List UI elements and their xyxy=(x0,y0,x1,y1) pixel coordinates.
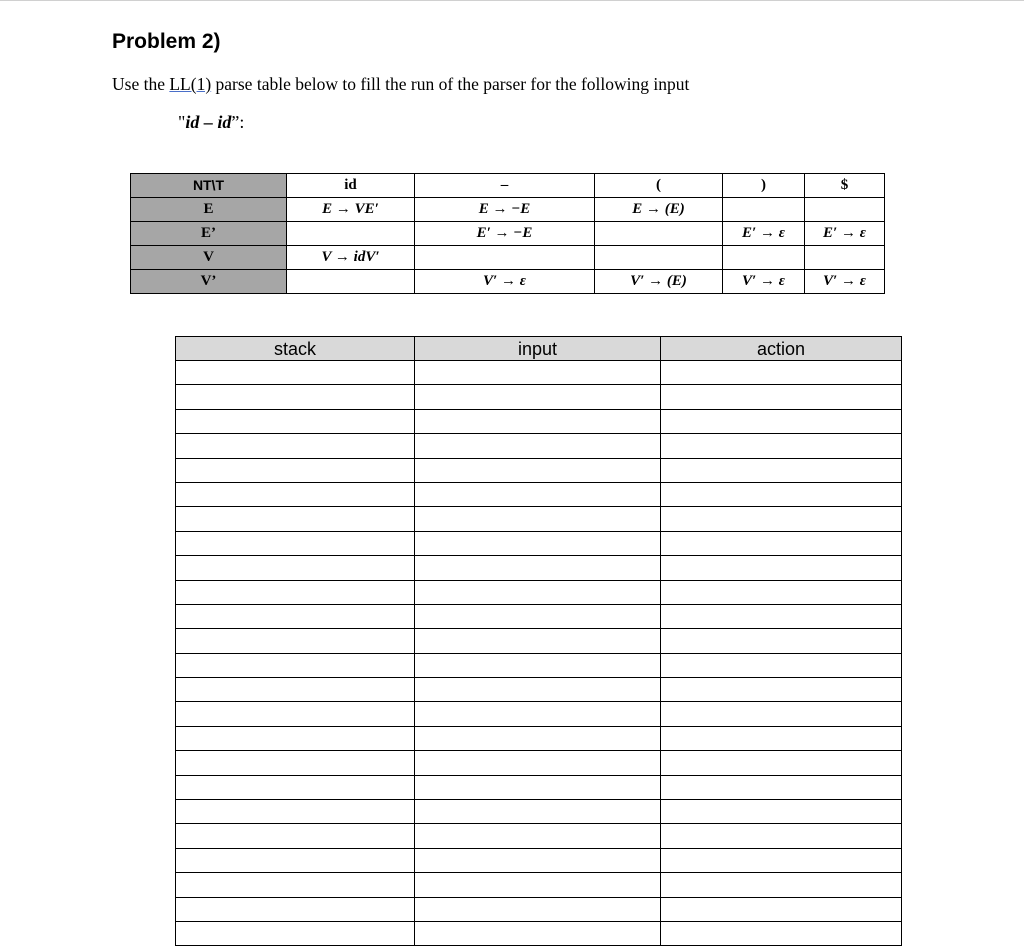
input-cell[interactable] xyxy=(415,702,661,726)
run-table-row xyxy=(176,824,902,848)
corner-cell: NT\T xyxy=(131,174,287,198)
stack-cell[interactable] xyxy=(176,897,415,921)
run-table-row xyxy=(176,800,902,824)
input-cell[interactable] xyxy=(415,482,661,506)
action-column-header: action xyxy=(661,337,902,361)
input-cell[interactable] xyxy=(415,897,661,921)
terminal-header: ) xyxy=(723,174,805,198)
input-cell[interactable] xyxy=(415,361,661,385)
action-cell[interactable] xyxy=(661,726,902,750)
run-table-row xyxy=(176,556,902,580)
action-cell[interactable] xyxy=(661,751,902,775)
run-table-header-row xyxy=(176,337,902,361)
stack-cell[interactable] xyxy=(176,800,415,824)
run-table-row xyxy=(176,897,902,921)
run-table-row xyxy=(176,726,902,750)
problem-heading: Problem 2) xyxy=(112,30,221,53)
input-cell[interactable] xyxy=(415,580,661,604)
action-cell[interactable] xyxy=(661,482,902,506)
action-cell[interactable] xyxy=(661,409,902,433)
stack-cell[interactable] xyxy=(176,678,415,702)
production-cell: E′ → −E xyxy=(415,222,595,246)
nonterminal-cell: V xyxy=(131,246,287,270)
action-cell[interactable] xyxy=(661,556,902,580)
run-table-row xyxy=(176,775,902,799)
parser-run-table xyxy=(175,336,902,946)
nonterminal-cell: E xyxy=(131,198,287,222)
run-table-row xyxy=(176,848,902,872)
stack-cell[interactable] xyxy=(176,824,415,848)
stack-cell[interactable] xyxy=(176,434,415,458)
action-cell[interactable] xyxy=(661,385,902,409)
action-cell[interactable] xyxy=(661,824,902,848)
stack-cell[interactable] xyxy=(176,653,415,677)
run-table-row xyxy=(176,702,902,726)
stack-cell[interactable] xyxy=(176,385,415,409)
production-cell xyxy=(287,270,415,294)
run-table-row xyxy=(176,361,902,385)
nonterminal-cell: E’ xyxy=(131,222,287,246)
input-cell[interactable] xyxy=(415,800,661,824)
action-cell[interactable] xyxy=(661,897,902,921)
input-cell[interactable] xyxy=(415,751,661,775)
action-cell[interactable] xyxy=(661,361,902,385)
run-table-row xyxy=(176,409,902,433)
stack-cell[interactable] xyxy=(176,361,415,385)
stack-cell[interactable] xyxy=(176,507,415,531)
open-quote: " xyxy=(178,112,186,132)
parse-table-header-row xyxy=(131,174,885,198)
run-table-row xyxy=(176,678,902,702)
production-cell: E → −E xyxy=(415,198,595,222)
input-cell[interactable] xyxy=(415,507,661,531)
terminal-header: $ xyxy=(805,174,885,198)
terminal-header: ( xyxy=(595,174,723,198)
run-table-row xyxy=(176,873,902,897)
run-table-row xyxy=(176,458,902,482)
run-table-row xyxy=(176,385,902,409)
stack-cell[interactable] xyxy=(176,751,415,775)
production-cell xyxy=(723,198,805,222)
input-cell[interactable] xyxy=(415,678,661,702)
action-cell[interactable] xyxy=(661,678,902,702)
parse-table-row xyxy=(131,222,885,246)
stack-cell[interactable] xyxy=(176,531,415,555)
input-cell[interactable] xyxy=(415,629,661,653)
production-cell xyxy=(805,198,885,222)
run-table-row xyxy=(176,921,902,945)
stack-cell[interactable] xyxy=(176,482,415,506)
stack-cell[interactable] xyxy=(176,458,415,482)
parse-table-row xyxy=(131,198,885,222)
action-cell[interactable] xyxy=(661,653,902,677)
input-cell[interactable] xyxy=(415,556,661,580)
stack-cell[interactable] xyxy=(176,873,415,897)
action-cell[interactable] xyxy=(661,507,902,531)
stack-cell[interactable] xyxy=(176,409,415,433)
run-table-row xyxy=(176,482,902,506)
input-cell[interactable] xyxy=(415,409,661,433)
action-cell[interactable] xyxy=(661,848,902,872)
instruction-after: parse table below to fill the run of the parser for the following input xyxy=(211,74,690,94)
run-table-row xyxy=(176,751,902,775)
instruction-text xyxy=(112,74,689,95)
production-cell xyxy=(723,246,805,270)
action-cell[interactable] xyxy=(661,873,902,897)
input-cell[interactable] xyxy=(415,458,661,482)
run-table-row xyxy=(176,653,902,677)
production-cell xyxy=(595,246,723,270)
input-cell[interactable] xyxy=(415,824,661,848)
production-cell: E → VE′ xyxy=(287,198,415,222)
production-cell: E → (E) xyxy=(595,198,723,222)
input-cell[interactable] xyxy=(415,726,661,750)
run-table-row xyxy=(176,629,902,653)
production-cell: V′ → ε xyxy=(723,270,805,294)
input-cell[interactable] xyxy=(415,921,661,945)
stack-cell[interactable] xyxy=(176,629,415,653)
top-rule xyxy=(0,0,1024,1)
stack-cell[interactable] xyxy=(176,726,415,750)
production-cell: V′ → ε xyxy=(805,270,885,294)
terminal-header: id xyxy=(287,174,415,198)
input-cell[interactable] xyxy=(415,653,661,677)
terminal-header: – xyxy=(415,174,595,198)
run-table-row xyxy=(176,434,902,458)
production-cell xyxy=(595,222,723,246)
production-cell xyxy=(287,222,415,246)
action-cell[interactable] xyxy=(661,629,902,653)
input-cell[interactable] xyxy=(415,873,661,897)
stack-column-header: stack xyxy=(176,337,415,361)
action-cell[interactable] xyxy=(661,604,902,628)
action-cell[interactable] xyxy=(661,921,902,945)
ll1-parse-table xyxy=(130,173,885,294)
production-cell: V′ → (E) xyxy=(595,270,723,294)
close-quote: ”: xyxy=(231,112,245,132)
parse-table-row xyxy=(131,246,885,270)
run-table-row xyxy=(176,580,902,604)
action-cell[interactable] xyxy=(661,434,902,458)
instruction-before: Use the xyxy=(112,74,170,94)
stack-cell[interactable] xyxy=(176,702,415,726)
action-cell[interactable] xyxy=(661,458,902,482)
production-cell xyxy=(805,246,885,270)
production-cell: V′ → ε xyxy=(415,270,595,294)
action-cell[interactable] xyxy=(661,775,902,799)
stack-cell[interactable] xyxy=(176,775,415,799)
stack-cell[interactable] xyxy=(176,556,415,580)
input-cell[interactable] xyxy=(415,604,661,628)
input-cell[interactable] xyxy=(415,848,661,872)
production-cell: V → idV′ xyxy=(287,246,415,270)
input-string xyxy=(178,112,244,133)
run-table-row xyxy=(176,507,902,531)
stack-cell[interactable] xyxy=(176,604,415,628)
input-cell[interactable] xyxy=(415,385,661,409)
parse-table-row xyxy=(131,270,885,294)
run-table-row xyxy=(176,604,902,628)
action-cell[interactable] xyxy=(661,800,902,824)
action-cell[interactable] xyxy=(661,702,902,726)
nonterminal-cell: V’ xyxy=(131,270,287,294)
stack-cell[interactable] xyxy=(176,921,415,945)
action-cell[interactable] xyxy=(661,531,902,555)
input-cell[interactable] xyxy=(415,434,661,458)
input-expression: id – id xyxy=(185,112,232,132)
input-column-header: input xyxy=(415,337,661,361)
ll1-link: LL(1) xyxy=(169,74,212,94)
run-table-row xyxy=(176,531,902,555)
production-cell xyxy=(415,246,595,270)
input-cell[interactable] xyxy=(415,531,661,555)
stack-cell[interactable] xyxy=(176,848,415,872)
action-cell[interactable] xyxy=(661,580,902,604)
production-cell: E′ → ε xyxy=(723,222,805,246)
input-cell[interactable] xyxy=(415,775,661,799)
stack-cell[interactable] xyxy=(176,580,415,604)
production-cell: E′ → ε xyxy=(805,222,885,246)
